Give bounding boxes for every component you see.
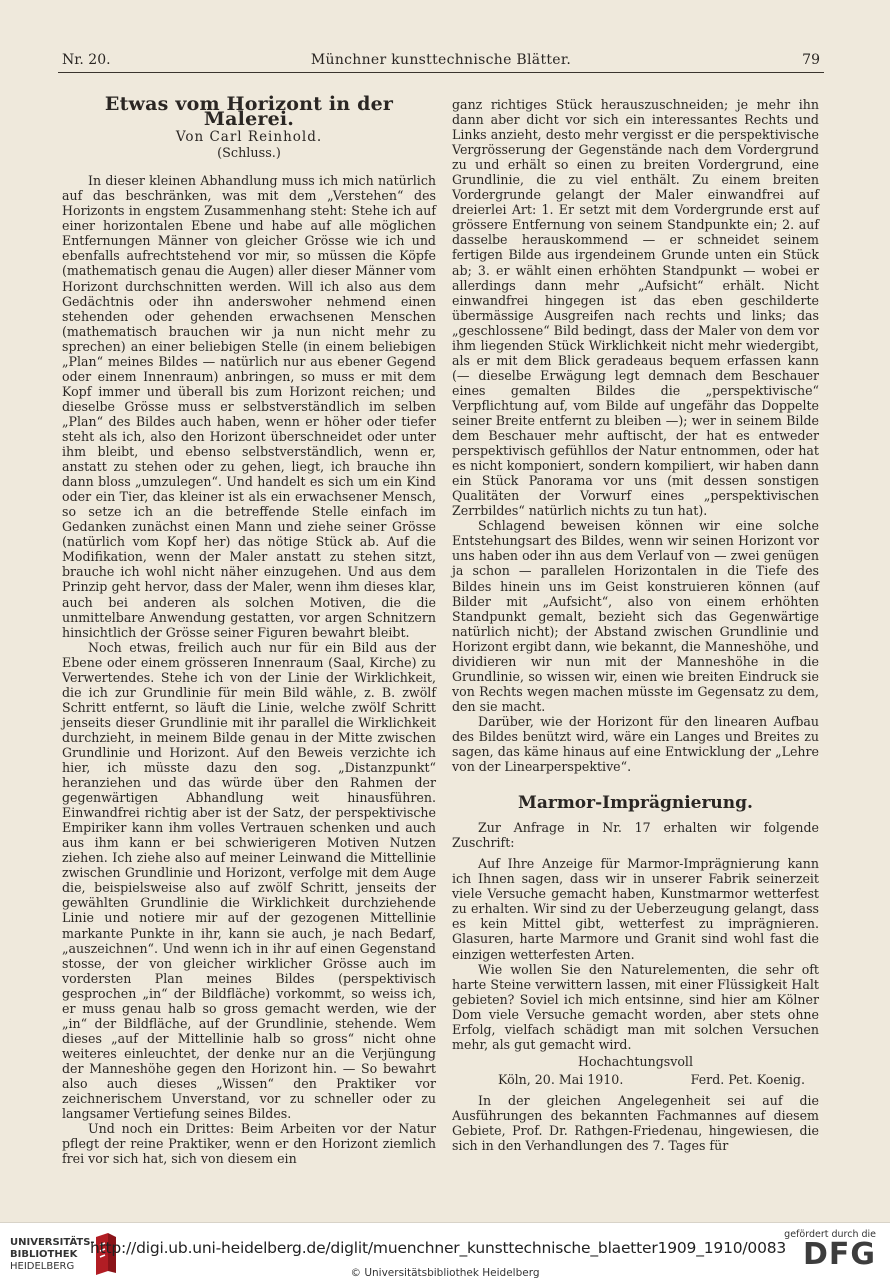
funded-by-label: gefördert durch die bbox=[784, 1229, 876, 1240]
issue-number: Nr. 20. bbox=[62, 52, 111, 68]
paragraph: Schlagend beweisen können wir eine solche Entstehungsart des Bildes, wenn wir seinen Horizont vor uns haben oder ihn aus dem Verlauf von — zwei genügen ja schon — parallelen Horizontalen in die Tiefe des Bildes hinein uns im Geist konstruieren können (auf Bilder mit „Aufsicht“, also von einem erhöhten Standpunkt gemalt, bezieht sich das Gegenwärtige natürlich nicht); der Abstand zwischen Grundlinie und Horizont ergibt dann, wie bekannt, die Manneshöhe, und dividieren wir nun mit der Manneshöhe in die Grundlinie, so wissen wir, einen wie breiten Eindruck sie von Rechts wegen machen müsste im Gegensatz zu dem, den sie macht. bbox=[452, 518, 819, 714]
viewer-footer bbox=[0, 1222, 890, 1288]
signature: Ferd. Pet. Koenig. bbox=[690, 1071, 805, 1087]
right-column bbox=[452, 97, 819, 1153]
copyright: © Universitätsbibliothek Heidelberg bbox=[350, 1267, 540, 1279]
article2-intro: Zur Anfrage in Nr. 17 erhalten wir folgende Zuschrift: bbox=[452, 820, 819, 851]
permalink-url[interactable]: http://digi.ub.uni-heidelberg.de/diglit/muenchner_kunsttechnische_blaetter1909_1910/0083 bbox=[90, 1239, 787, 1257]
header-rule bbox=[58, 72, 824, 73]
paragraph: In dieser kleinen Abhandlung muss ich mich natürlich auf das beschränken, was mit dem „Verstehen“ des Horizonts in engstem Zusammenhang steht: Stehe ich auf einer horizontalen Ebene und habe auf alle möglichen Entfernungen Männer von gleicher Grösse wie ich und ebenfalls aufrechtstehend vor mir, so müssen die Köpfe (mathematisch genau die Augen) aller dieser Männer vom Horizont durchschnitten werden. Will ich also aus dem Gedächtnis oder ihn anderswoher nehmend einen stehenden oder gehenden erwachsenen Menschen (mathematisch brauchen wir ja nun nicht mehr zu sprechen) an einer beliebigen Stelle (in einem beliebigen „Plan“ meines Bildes — natürlich nur aus ebener Gegend oder einem Innenraum) anbringen, so muss er mit dem Kopf immer und überall bis zum Horizont reichen; und dieselbe Grösse muss er selbstverständlich im selben „Plan“ des Bildes auch haben, wenn er höher oder tiefer steht als ich, also den Horizont überschneidet oder unter ihm bleibt, und ebenso selbstverständlich, wenn er, anstatt zu stehen oder zu gehen, liegt, ich brauche ihn dann bloss „umzulegen“. Und handelt es sich um ein Kind oder ein Tier, das kleiner ist als ein erwachsener Mensch, so setze ich an die betreffende Stelle einfach im Gedanken zunächst einen Mann und ziehe seiner Grösse (natürlich vom Kopf her) das nötige Stück ab. Auf die Modifikation, wenn der Maler anstatt zu stehen sitzt, brauche ich wohl nicht näher einzugehen. Und aus dem Prinzip geht hervor, dass der Maler, wenn ihm dieses klar, auch bei anderen als solchen Motiven, die die unmittelbare Anwendung gestatten, vor argen Schnitzern hinsichtlich der Grösse seiner Figuren bewahrt bleibt. bbox=[62, 173, 436, 640]
paragraph: ganz richtiges Stück herauszuschneiden; je mehr ihn dann aber dicht vor sich ein interessantes Rechts und Links anzieht, desto mehr vergisst er die perspektivische Vergrösserung der Gegenstände nach dem Vordergrund zu und erhält so einen zu breiten Vordergrund, eine Grundlinie, die zu viel enthält. Zu einem breiten Vordergrunde gelangt der Maler einwandfrei auf dreierlei Art: 1. Er setzt mit dem Vordergrunde erst auf grössere Entfernung von seinem Standpunkte ein; 2. auf dasselbe herauskommend — er schneidet seinem fertigen Bilde aus irgendeinem Grunde unten ein Stück ab; 3. er wählt einen erhöhten Standpunkt — wobei er allerdings dann mehr „Aufsicht“ erhält. Nicht einwandfrei hingegen ist das eben geschilderte übermässige Ausgreifen nach rechts und links; das „geschlossene“ Bild bedingt, dass der Maler von dem vor ihm liegenden Stück Wirklichkeit nicht mehr wiedergibt, als er mit dem Blick geradeaus bequem erfassen kann (— dieselbe Erwägung legt demnach dem Beschauer eines gemalten Bildes die „perspektivische“ Verpflichtung auf, vom Bilde auf ungefähr das Doppelte seiner Breite entfernt zu bleiben —); wer in seinem Bilde dem Beschauer mehr auftischt, der hat es entweder perspektivisch gefühllos der Natur entnommen, oder hat es nicht komponiert, sondern kompiliert, wir haben dann ein Stück Panorama vor uns (mit dessen sonstigen Qualitäten der Vorwurf eines „perspektivischen Zerrbildes“ natürlich nichts zu tun hat). bbox=[452, 97, 819, 519]
letter-paragraph: Auf Ihre Anzeige für Marmor-Imprägnierung kann ich Ihnen sagen, dass wir in unserer Fabrik seinerzeit viele Versuche gemacht haben, Kunstmarmor wetterfest zu erhalten. Wir sind zu der Ueberzeugung gelangt, dass es kein Mittel gibt, wetterfest zu imprägnieren. Glasuren, harte Marmore und Granit sind wohl fast die einzigen wetterfesten Arten. bbox=[452, 856, 819, 962]
running-header bbox=[62, 50, 820, 72]
letter-paragraph: Wie wollen Sie den Naturelementen, die sehr oft harte Steine verwittern lassen, mit einer Flüssigkeit Halt gebieten? Soviel ich mich entsinne, sind hier am Kölner Dom viele Versuche gemacht worden, aber stets ohne Erfolg, vielfach schädigt man mit solchen Versuchen mehr, als gut gemacht wird. bbox=[452, 961, 819, 1052]
article-title: Etwas vom Horizont in der Malerei. bbox=[104, 93, 394, 131]
dfg-logo-icon: DFG bbox=[802, 1237, 876, 1272]
library-name-line: HEIDELBERG bbox=[10, 1261, 75, 1272]
paragraph: Darüber, wie der Horizont für den linearen Aufbau des Bildes benützt wird, wäre ein Langes und Breites zu sagen, das käme hinaus auf eine Entwicklung der „Lehre von der Linearperspektive“. bbox=[452, 713, 819, 775]
library-name-line: BIBLIOTHEK bbox=[10, 1249, 78, 1260]
place-date: Köln, 20. Mai 1910. bbox=[498, 1071, 624, 1087]
article-byline: Von Carl Reinhold. bbox=[175, 129, 323, 146]
page-number: 79 bbox=[802, 52, 820, 68]
paragraph: Und noch ein Drittes: Beim Arbeiten vor der Natur pflegt der reine Praktiker, wenn er den Horizont ziemlich frei vor sich hat, sich von diesem ein bbox=[62, 1121, 436, 1167]
library-name-line: UNIVERSITÄTS- bbox=[10, 1237, 95, 1248]
left-column bbox=[62, 93, 436, 1167]
followup-paragraph: In der gleichen Angelegenheit sei auf die Ausführungen des bekannten Fachmannes auf diesem Gebiete, Prof. Dr. Rathgen-Friedenau, hingewiesen, die sich in den Verhandlungen des 7. Tages für bbox=[452, 1092, 819, 1154]
article-note: (Schluss.) bbox=[217, 146, 281, 162]
article2-title: Marmor-Imprägnierung. bbox=[518, 793, 753, 814]
paragraph: Noch etwas, freilich auch nur für ein Bild aus der Ebene oder einem grösseren Innenraum (Saal, Kirche) zu Verwertendes. Stehe ich von der Linie der Wirklichkeit, die ich zur Grundlinie für mein Bild wähle, z. B. zwölf Schritt entfernt, so läuft die Linie, welche zwölf Schritt jenseits dieser Grundlinie mit ihr parallel die Wirklichkeit durchzieht, in meinem Bilde genau in der Mitte zwischen Grundlinie und Horizont. Auf den Beweis verzichte ich hier, ich müsste dazu den sog. „Distanzpunkt“ heranziehen und das würde über den Rahmen der gegenwärtigen Abhandlung weit hinausführen. Einwandfrei richtig aber ist der Satz, der perspektivische Empiriker kann ihm volles Vertrauen schenken und auch aus ihm kann er bei schwierigeren Motiven Nutzen ziehen. Ich ziehe also auf meiner Leinwand die Mittellinie zwischen Grundlinie und Horizont, verfolge mit dem Auge die, beispielsweise also auf zwölf Schritt, jenseits der gewählten Grundlinie die Wirklichkeit durchziehende Linie und notiere mir auf der gezogenen Mittellinie markante Punkte in ihr, kann sie auch, je nach Bedarf, „auszeichnen“. Und wenn ich in ihr auf einen Gegenstand stosse, der von gleicher wirklicher Grösse auch im vordersten Plan meines Bildes (perspektivisch gesprochen „in“ der Bildfläche) vorkommt, so weiss ich, er muss genau halb so gross gemacht werden, wie der „in“ der Bildfläche, auf der Grundlinie, stehende. Wem dieses „auf der Mittellinie halb so gross“ nicht ohne weiteres einleuchtet, der denke nur an die Verjüngung der Manneshöhe gegen den Horizont hin. — So bewahrt also auch dieses „Wissen“ den Praktiker vor zeichnerischem Unverstand, vor zu schneller oder zu langsamer Vertiefung seines Bildes. bbox=[62, 639, 436, 1122]
letter-signature-line bbox=[452, 1072, 819, 1087]
letter-closing: Hochachtungsvoll bbox=[578, 1053, 693, 1069]
dfg-funding bbox=[784, 1229, 876, 1270]
journal-title: Münchner kunsttechnische Blätter. bbox=[310, 52, 572, 68]
